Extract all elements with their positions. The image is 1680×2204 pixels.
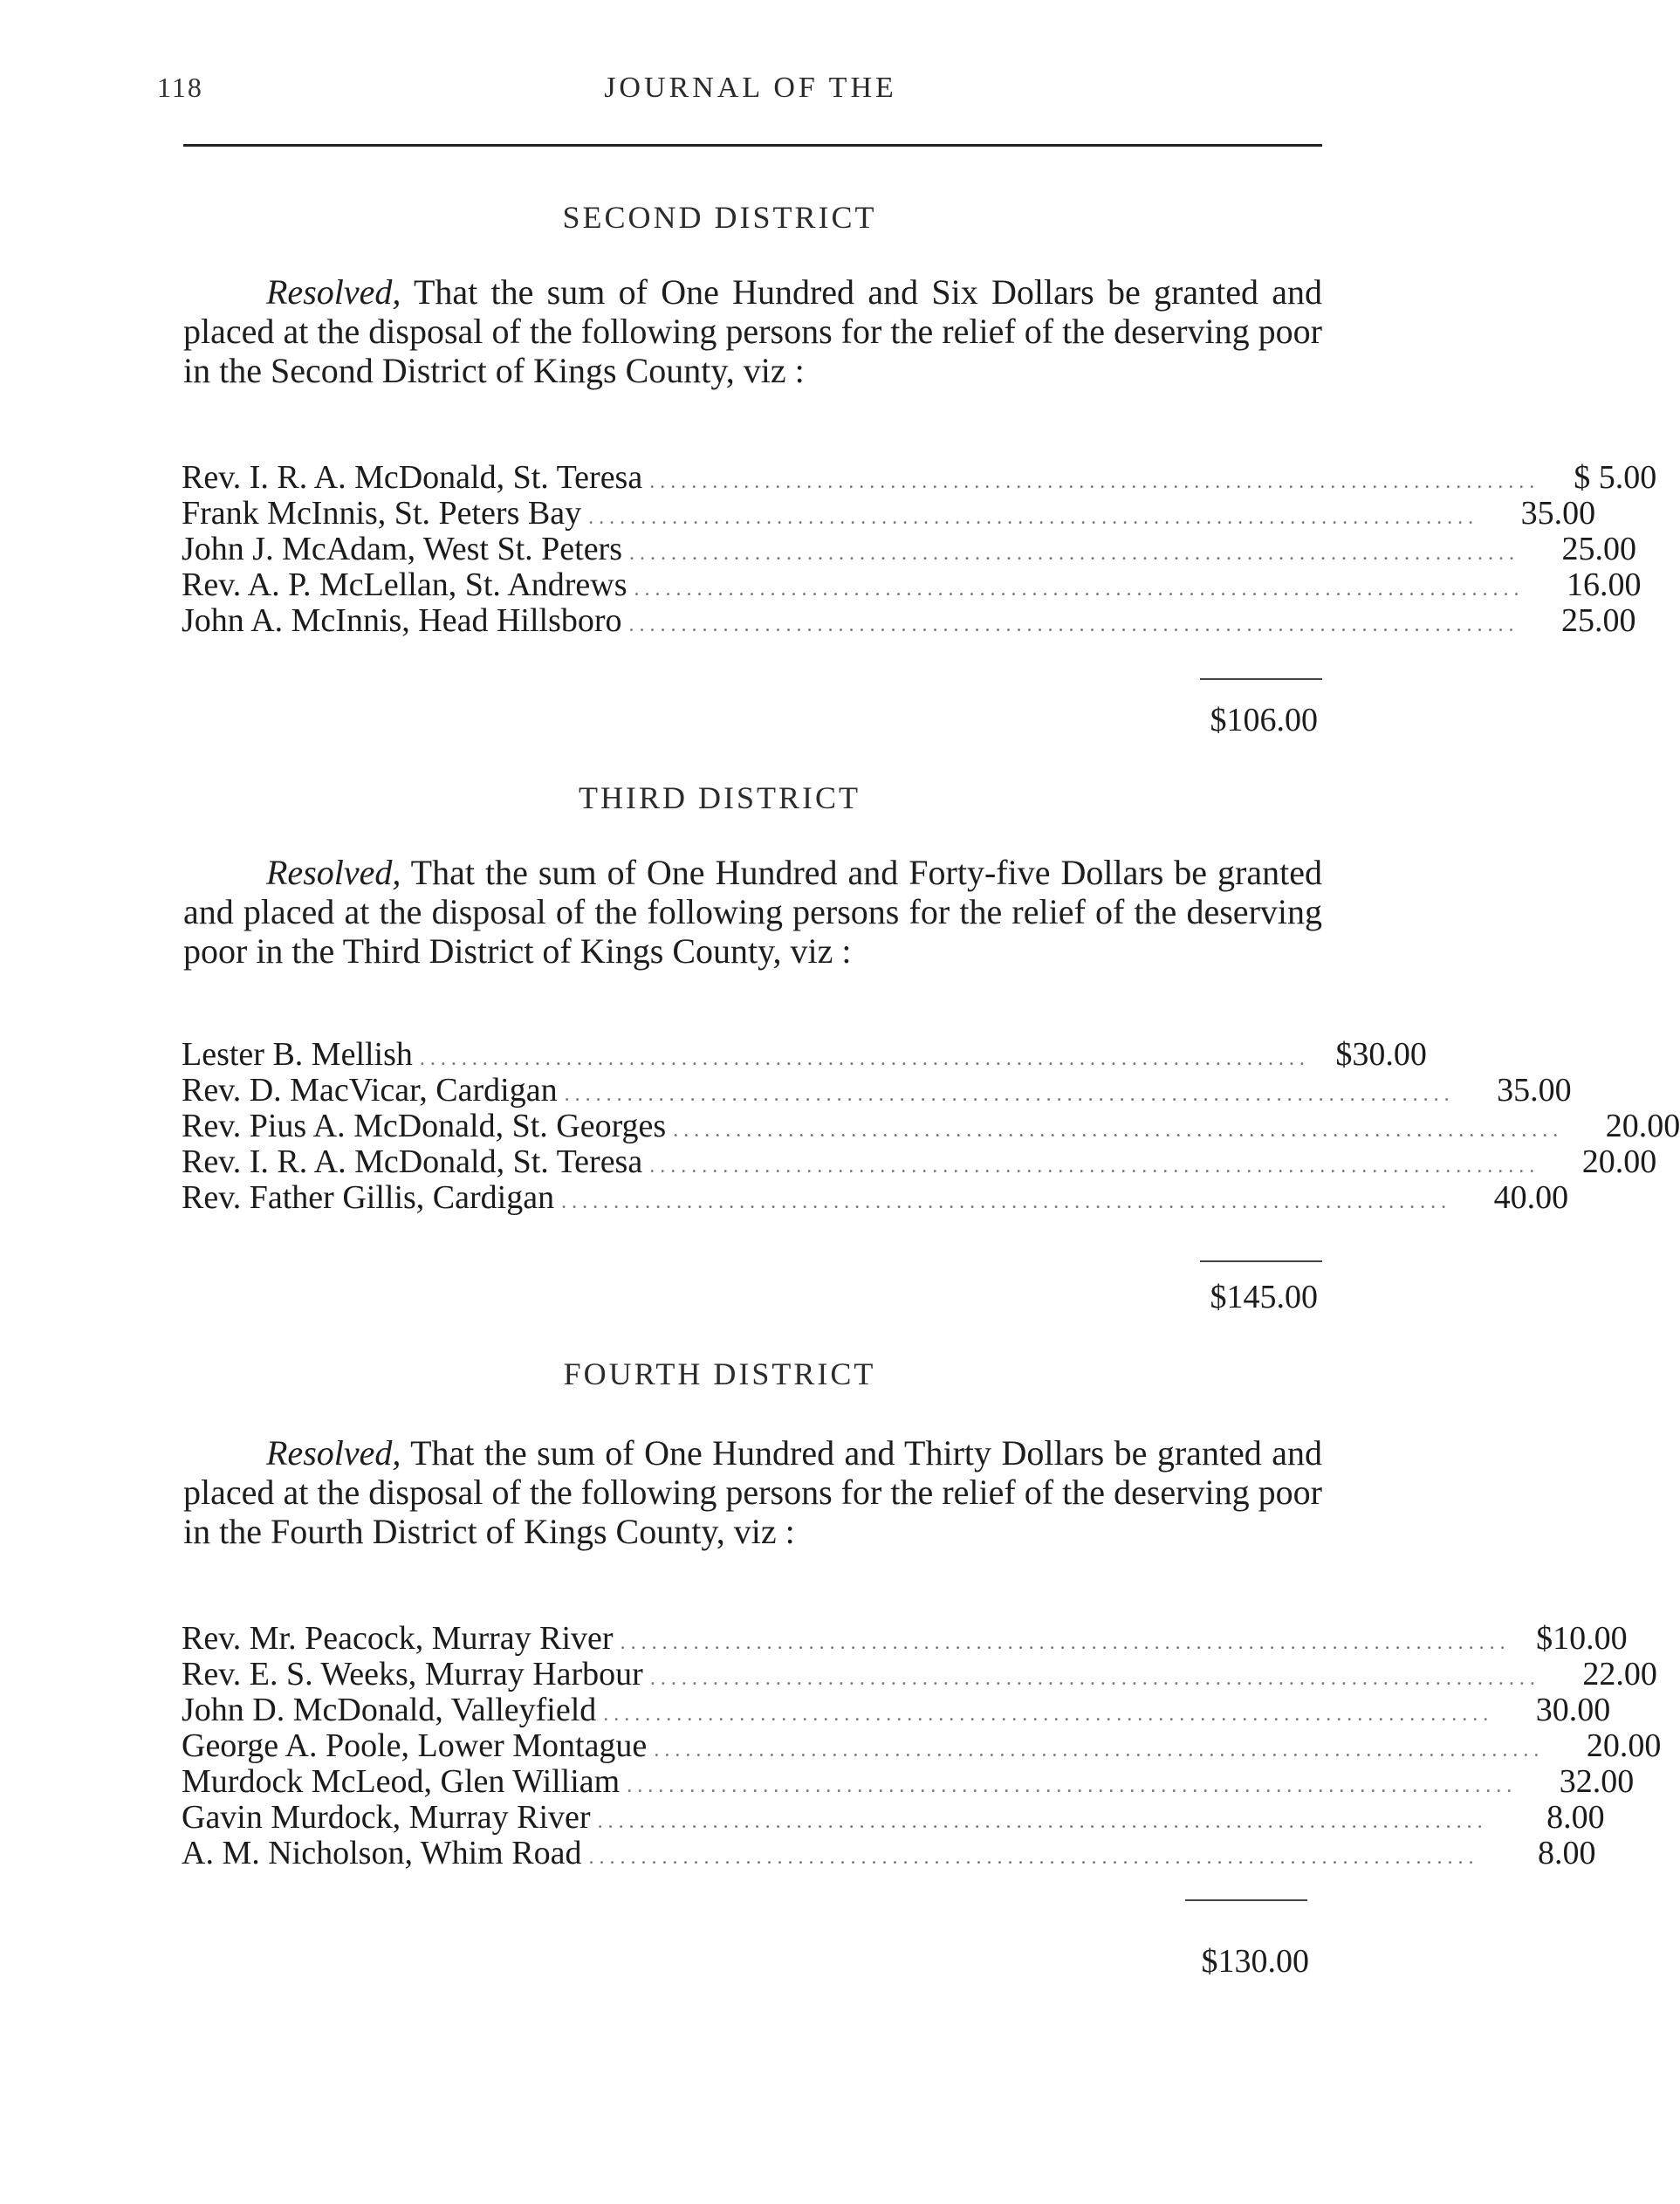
section-heading: SECOND DISTRICT bbox=[562, 200, 877, 235]
grant-amount: 8.00 bbox=[1546, 1799, 1605, 1836]
grant-amount: 35.00 bbox=[1520, 495, 1596, 532]
recipient-name: John D. McDonald, Valleyfield bbox=[182, 1692, 597, 1728]
list-item bbox=[182, 459, 1657, 496]
recipient-name: Frank McInnis, St. Peters Bay bbox=[182, 495, 582, 532]
recipient-name: Rev. I. R. A. McDonald, St. Teresa bbox=[182, 1143, 643, 1180]
leader-dots: ..................................................................................... bbox=[649, 1667, 1540, 1690]
recipient-name: John J. McAdam, West St. Peters bbox=[182, 531, 623, 567]
list-item bbox=[182, 566, 1642, 603]
recipient-name: Rev. I. R. A. McDonald, St. Teresa bbox=[182, 459, 643, 496]
grant-amount: 30.00 bbox=[1535, 1692, 1611, 1728]
resolution-paragraph bbox=[183, 853, 1322, 971]
grant-amount: 22.00 bbox=[1582, 1656, 1657, 1692]
sum-rule bbox=[1200, 678, 1322, 680]
leader-dots: ..................................................................................... bbox=[561, 1191, 1452, 1213]
resolution-text: That the sum of One Hundred and Six Dollars be granted and placed at the disposal of the following persons for the relief of the deserving poor in the Second District of Kings County, viz : bbox=[183, 272, 1323, 390]
list-item bbox=[182, 531, 1637, 567]
resolved-word: Resolved, bbox=[266, 853, 401, 892]
list-item bbox=[182, 1727, 1662, 1764]
leader-dots: ..................................................................................... bbox=[634, 578, 1525, 601]
list-item bbox=[182, 1143, 1657, 1180]
header-rule bbox=[183, 144, 1322, 147]
resolution-paragraph bbox=[183, 1433, 1322, 1551]
page-number: 118 bbox=[157, 72, 203, 103]
grant-amount: 25.00 bbox=[1561, 531, 1637, 567]
recipient-name: A. M. Nicholson, Whim Road bbox=[182, 1835, 582, 1871]
list-item bbox=[182, 1763, 1635, 1800]
leader-dots: ..................................................................................... bbox=[620, 1631, 1511, 1654]
leader-dots: ..................................................................................... bbox=[603, 1703, 1494, 1726]
grant-amount: 25.00 bbox=[1561, 602, 1636, 639]
grant-list bbox=[182, 1036, 1680, 1216]
running-title: JOURNAL OF THE bbox=[604, 72, 897, 104]
resolved-word: Resolved, bbox=[266, 272, 401, 312]
list-item bbox=[182, 495, 1596, 532]
sum-rule bbox=[1185, 1899, 1307, 1901]
resolution-text: That the sum of One Hundred and Forty-five Dollars be granted and placed at the disposal of the following persons for the relief of the deserving poor in the Third District of Kings County, viz : bbox=[183, 853, 1322, 971]
leader-dots: ..................................................................................... bbox=[649, 1155, 1540, 1178]
grant-amount: $10.00 bbox=[1536, 1620, 1628, 1657]
leader-dots: ..................................................................................... bbox=[564, 1083, 1455, 1106]
grant-amount: 20.00 bbox=[1605, 1108, 1680, 1144]
grant-amount: $ 5.00 bbox=[1574, 459, 1657, 496]
list-item bbox=[182, 602, 1636, 639]
grant-amount: 40.00 bbox=[1493, 1179, 1569, 1216]
recipient-name: Rev. E. S. Weeks, Murray Harbour bbox=[182, 1656, 643, 1692]
list-item bbox=[182, 1692, 1611, 1728]
leader-dots: ..................................................................................... bbox=[419, 1047, 1310, 1070]
section-total: $106.00 bbox=[1210, 702, 1318, 738]
grant-amount: 32.00 bbox=[1559, 1763, 1635, 1800]
recipient-name: Rev. A. P. McLellan, St. Andrews bbox=[182, 566, 627, 603]
leader-dots: ..................................................................................... bbox=[588, 506, 1479, 529]
grant-list bbox=[182, 459, 1657, 639]
leader-dots: ..................................................................................... bbox=[629, 542, 1520, 565]
recipient-name: Rev. Father Gillis, Cardigan bbox=[182, 1179, 555, 1216]
list-item bbox=[182, 1072, 1572, 1109]
leader-dots: ..................................................................................... bbox=[597, 1810, 1488, 1833]
recipient-name: Gavin Murdock, Murray River bbox=[182, 1799, 591, 1836]
recipient-name: George A. Poole, Lower Montague bbox=[182, 1727, 648, 1764]
grant-amount: 35.00 bbox=[1497, 1072, 1572, 1109]
leader-dots: ..................................................................................... bbox=[654, 1739, 1545, 1761]
grant-amount: 8.00 bbox=[1537, 1835, 1596, 1871]
resolved-word: Resolved, bbox=[266, 1433, 401, 1473]
recipient-name: John A. McInnis, Head Hillsboro bbox=[182, 602, 622, 639]
grant-amount: 20.00 bbox=[1581, 1143, 1657, 1180]
section-heading: FOURTH DISTRICT bbox=[563, 1356, 876, 1391]
recipient-name: Rev. Pius A. McDonald, St. Georges bbox=[182, 1108, 667, 1144]
section-total: $130.00 bbox=[1201, 1943, 1309, 1980]
section-heading: THIRD DISTRICT bbox=[579, 780, 861, 815]
resolution-text: That the sum of One Hundred and Thirty Dollars be granted and placed at the disposal of the following persons for the relief of the deserving poor in the Fourth District of Kings County, viz : bbox=[183, 1433, 1323, 1551]
recipient-name: Rev. Mr. Peacock, Murray River bbox=[182, 1620, 614, 1657]
list-item bbox=[182, 1036, 1427, 1073]
leader-dots: ..................................................................................... bbox=[627, 1775, 1518, 1797]
grant-amount: 16.00 bbox=[1567, 566, 1642, 603]
list-item bbox=[182, 1656, 1657, 1692]
list-item bbox=[182, 1108, 1680, 1144]
leader-dots: ..................................................................................... bbox=[673, 1119, 1564, 1142]
leader-dots: ..................................................................................... bbox=[649, 470, 1540, 493]
list-item bbox=[182, 1799, 1605, 1836]
section-total: $145.00 bbox=[1210, 1279, 1318, 1315]
list-item bbox=[182, 1835, 1596, 1871]
page-header bbox=[157, 72, 1344, 124]
list-item bbox=[182, 1620, 1628, 1657]
sum-rule bbox=[1200, 1260, 1322, 1262]
list-item bbox=[182, 1179, 1569, 1216]
resolution-paragraph bbox=[183, 272, 1322, 390]
leader-dots: ..................................................................................... bbox=[628, 614, 1519, 636]
grant-amount: $30.00 bbox=[1335, 1036, 1427, 1073]
leader-dots: ..................................................................................... bbox=[588, 1846, 1479, 1869]
grant-list bbox=[182, 1620, 1662, 1871]
grant-amount: 20.00 bbox=[1586, 1727, 1662, 1764]
recipient-name: Rev. D. MacVicar, Cardigan bbox=[182, 1072, 558, 1109]
recipient-name: Lester B. Mellish bbox=[182, 1036, 413, 1073]
recipient-name: Murdock McLeod, Glen William bbox=[182, 1763, 621, 1800]
